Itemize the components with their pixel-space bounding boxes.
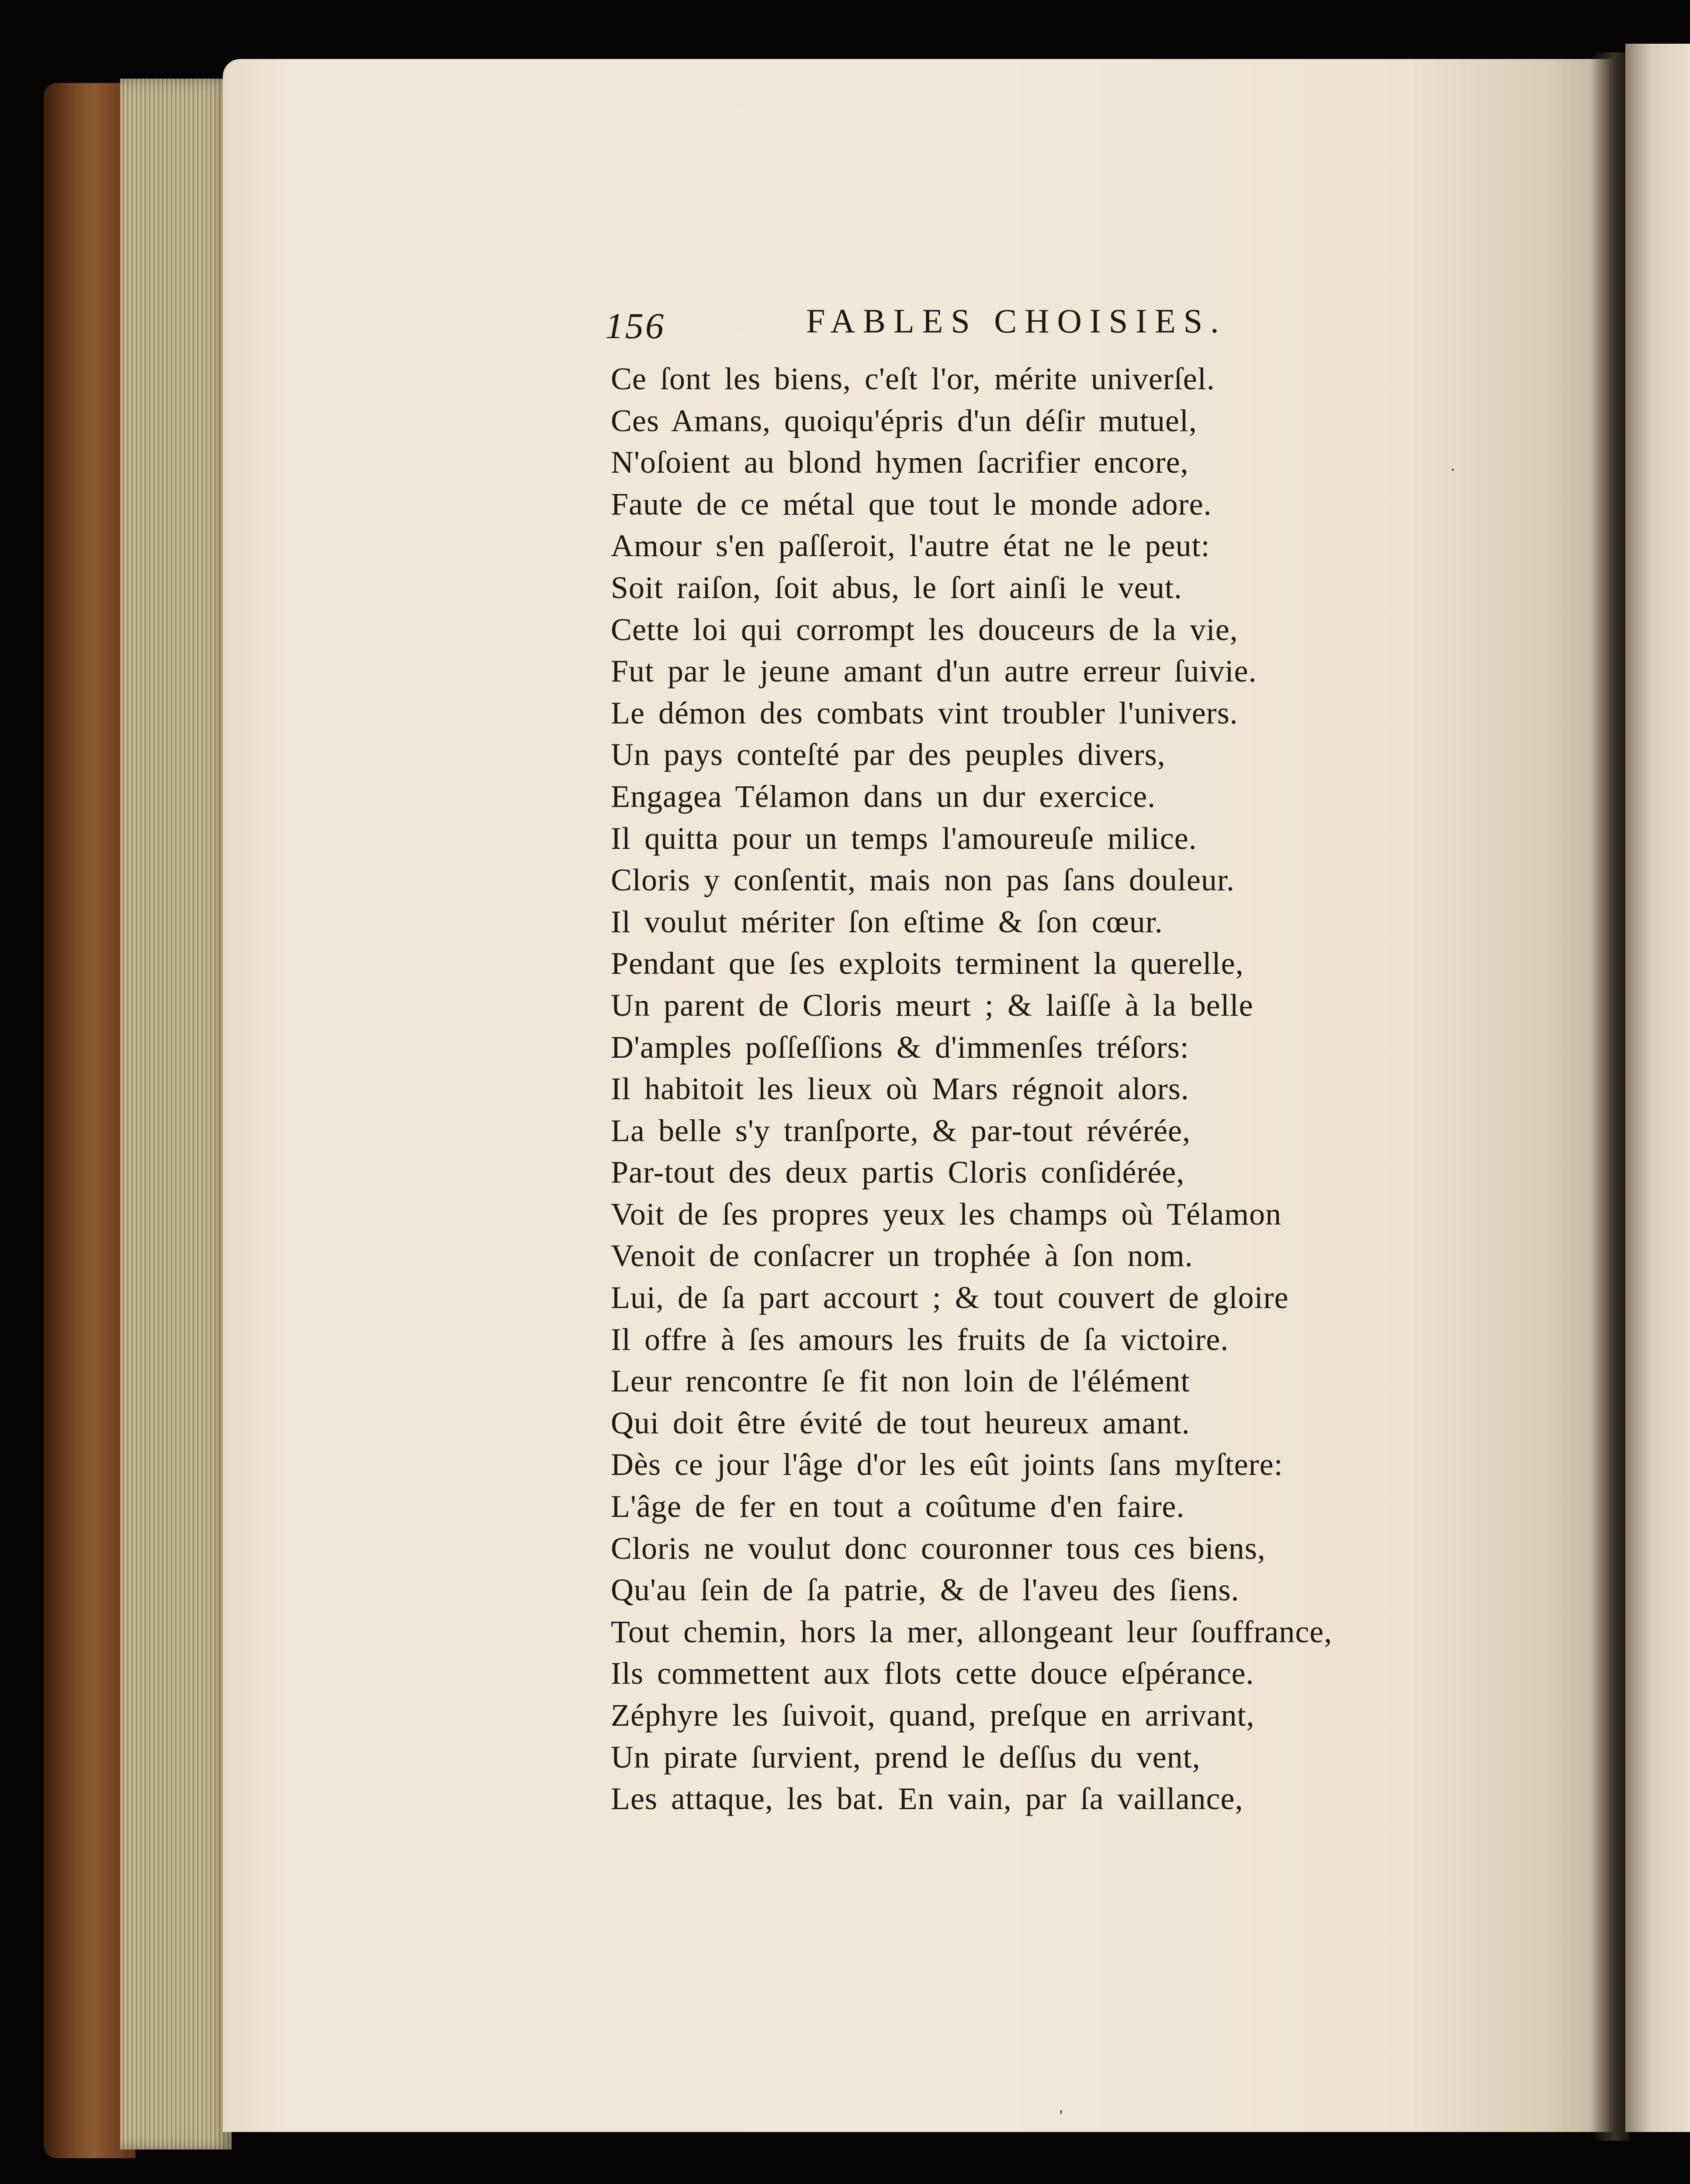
page-header bbox=[605, 301, 1295, 350]
verse-line: Ils commettent aux flots cette douce eſpérance. bbox=[611, 1656, 1254, 1691]
verse-line: Faute de ce métal que tout le monde adore. bbox=[611, 486, 1212, 522]
paper-speck: ' bbox=[1060, 2106, 1063, 2126]
verse-line: Qui doit être évité de tout heureux amant. bbox=[611, 1405, 1190, 1440]
verse-line: La belle s'y tranſporte, & par-tout révérée, bbox=[611, 1113, 1191, 1148]
verse-line: Cloris y conſentit, mais non pas ſans douleur. bbox=[611, 862, 1235, 898]
verse-line: Ces Amans, quoiqu'épris d'un déſir mutuel, bbox=[611, 403, 1197, 438]
verse-line: Cette loi qui corrompt les douceurs de la vie, bbox=[611, 612, 1238, 647]
verse-line: Engagea Télamon dans un dur exercice. bbox=[611, 779, 1156, 814]
verse-line: Les attaque, les bat. En vain, par ſa vaillance, bbox=[611, 1781, 1243, 1817]
facing-page-edge bbox=[1625, 44, 1690, 2132]
verse-line: Soit raiſon, ſoit abus, le ſort ainſi le veut. bbox=[611, 570, 1182, 605]
verse-line: N'oſoient au blond hymen ſacrifier encore, bbox=[611, 445, 1189, 480]
page-edges bbox=[120, 79, 232, 2149]
verse-line: Pendant que ſes exploits terminent la querelle, bbox=[611, 946, 1244, 981]
verse-line: Il offre à ſes amours les fruits de ſa victoire. bbox=[611, 1322, 1229, 1357]
verse-line: L'âge de fer en tout a coûtume d'en faire. bbox=[611, 1489, 1185, 1524]
verse-line: Un pirate ſurvient, prend le deſſus du vent, bbox=[611, 1739, 1201, 1775]
verse-line: Un parent de Cloris meurt ; & laiſſe à la belle bbox=[611, 987, 1254, 1023]
verse-line: Leur rencontre ſe fit non loin de l'élément bbox=[611, 1364, 1190, 1399]
verse-line: Voit de ſes propres yeux les champs où Télamon bbox=[611, 1196, 1282, 1232]
verse-line: Venoit de conſacrer un trophée à ſon nom. bbox=[611, 1238, 1193, 1274]
verse-line: Il habitoit les lieux où Mars régnoit alors. bbox=[611, 1071, 1189, 1107]
running-title: FABLES CHOISIES. bbox=[806, 302, 1227, 340]
verse-line: Le démon des combats vint troubler l'univers. bbox=[611, 695, 1238, 730]
verse-line: Qu'au ſein de ſa patrie, & de l'aveu des ſiens. bbox=[611, 1572, 1240, 1608]
page-gutter bbox=[1590, 52, 1630, 2141]
verse-line: Ce ſont les biens, c'eſt l'or, mérite univerſel. bbox=[611, 361, 1215, 396]
verse-line: Dès ce jour l'âge d'or les eût joints ſans myſtere: bbox=[611, 1447, 1283, 1482]
verse-line: Fut par le jeune amant d'un autre erreur ſuivie. bbox=[611, 654, 1257, 689]
page-number: 156 bbox=[605, 306, 665, 346]
paper-speck: . bbox=[1451, 455, 1455, 474]
verse-block bbox=[611, 358, 1432, 1820]
verse-line: Zéphyre les ſuivoit, quand, preſque en arrivant, bbox=[611, 1698, 1255, 1733]
verse-line: Un pays conteſté par des peuples divers, bbox=[611, 737, 1166, 772]
verse-line: Tout chemin, hors la mer, allongeant leur ſouffrance, bbox=[611, 1614, 1333, 1649]
verse-line: Il quitta pour un temps l'amoureuſe milice. bbox=[611, 820, 1197, 856]
verse-line: Il voulut mériter ſon eſtime & ſon cœur. bbox=[611, 904, 1163, 939]
verse-line: D'amples poſſeſſions & d'immenſes tréſors: bbox=[611, 1029, 1189, 1065]
verse-line: Amour s'en paſſeroit, l'autre état ne le peut: bbox=[611, 528, 1210, 564]
verse-line: Lui, de ſa part accourt ; & tout couvert de gloire bbox=[611, 1280, 1289, 1315]
verse-line: Par-tout des deux partis Cloris conſidérée, bbox=[611, 1155, 1185, 1190]
verse-line: Cloris ne voulut donc couronner tous ces biens, bbox=[611, 1530, 1266, 1566]
